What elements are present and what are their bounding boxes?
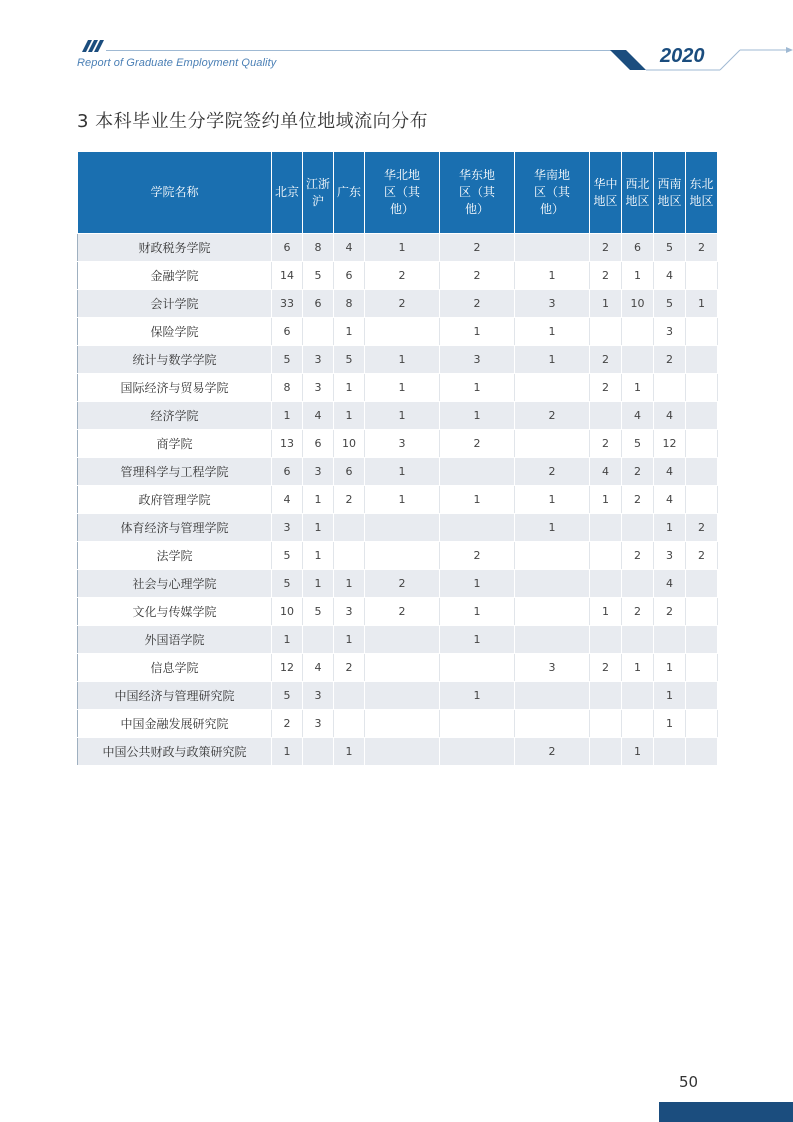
- count-cell: 1: [365, 486, 440, 514]
- count-cell: 1: [515, 486, 590, 514]
- count-cell: 13: [272, 430, 303, 458]
- table-row: [78, 598, 718, 626]
- count-cell: [686, 374, 718, 402]
- count-cell: 1: [272, 738, 303, 766]
- count-cell: 1: [654, 710, 686, 738]
- count-cell: 3: [272, 514, 303, 542]
- header-rule: [106, 50, 618, 51]
- count-cell: 1: [440, 682, 515, 710]
- count-cell: [515, 374, 590, 402]
- count-cell: 5: [654, 290, 686, 318]
- col-header-guangdong: 广东: [334, 152, 365, 234]
- count-cell: 1: [590, 486, 622, 514]
- col-header-central: 华中地区: [590, 152, 622, 234]
- count-cell: [654, 374, 686, 402]
- table-row: [78, 402, 718, 430]
- count-cell: 1: [365, 458, 440, 486]
- count-cell: 1: [622, 738, 654, 766]
- count-cell: [686, 262, 718, 290]
- table-row: [78, 514, 718, 542]
- count-cell: 5: [622, 430, 654, 458]
- count-cell: [590, 626, 622, 654]
- college-name-cell: 中国经济与管理研究院: [78, 682, 272, 710]
- count-cell: 2: [365, 598, 440, 626]
- count-cell: 4: [654, 402, 686, 430]
- count-cell: 1: [365, 402, 440, 430]
- count-cell: [440, 738, 515, 766]
- col-header-east-other: 华东地区（其他）: [440, 152, 515, 234]
- count-cell: 2: [515, 458, 590, 486]
- count-cell: 2: [334, 486, 365, 514]
- table-row: [78, 374, 718, 402]
- count-cell: 1: [440, 486, 515, 514]
- count-cell: 1: [334, 626, 365, 654]
- count-cell: [654, 738, 686, 766]
- count-cell: [686, 402, 718, 430]
- count-cell: 2: [686, 234, 718, 262]
- count-cell: 10: [622, 290, 654, 318]
- count-cell: 12: [654, 430, 686, 458]
- count-cell: 2: [440, 262, 515, 290]
- col-header-southwest: 西南地区: [654, 152, 686, 234]
- count-cell: 6: [334, 262, 365, 290]
- count-cell: 1: [622, 262, 654, 290]
- count-cell: 2: [440, 290, 515, 318]
- count-cell: 2: [686, 514, 718, 542]
- count-cell: 6: [272, 458, 303, 486]
- college-name-cell: 经济学院: [78, 402, 272, 430]
- count-cell: 2: [590, 234, 622, 262]
- count-cell: 2: [590, 346, 622, 374]
- count-cell: 1: [365, 346, 440, 374]
- count-cell: 1: [654, 654, 686, 682]
- count-cell: 6: [303, 290, 334, 318]
- table-row: [78, 262, 718, 290]
- count-cell: [515, 234, 590, 262]
- col-header-jiangzhehu: 江浙沪: [303, 152, 334, 234]
- table-row: [78, 682, 718, 710]
- college-name-cell: 体育经济与管理学院: [78, 514, 272, 542]
- count-cell: 33: [272, 290, 303, 318]
- count-cell: 1: [440, 374, 515, 402]
- count-cell: [622, 514, 654, 542]
- count-cell: [686, 570, 718, 598]
- count-cell: 2: [272, 710, 303, 738]
- count-cell: 2: [515, 402, 590, 430]
- count-cell: 4: [272, 486, 303, 514]
- count-cell: [440, 710, 515, 738]
- count-cell: 1: [515, 318, 590, 346]
- count-cell: [303, 318, 334, 346]
- count-cell: [622, 318, 654, 346]
- count-cell: 1: [654, 682, 686, 710]
- count-cell: 3: [440, 346, 515, 374]
- count-cell: [515, 710, 590, 738]
- count-cell: 2: [515, 738, 590, 766]
- count-cell: [334, 514, 365, 542]
- table-row: [78, 542, 718, 570]
- college-name-cell: 文化与传媒学院: [78, 598, 272, 626]
- count-cell: [365, 514, 440, 542]
- count-cell: [334, 710, 365, 738]
- count-cell: [686, 626, 718, 654]
- count-cell: 1: [515, 346, 590, 374]
- count-cell: 1: [334, 402, 365, 430]
- count-cell: 6: [303, 430, 334, 458]
- count-cell: 1: [686, 290, 718, 318]
- count-cell: [686, 430, 718, 458]
- count-cell: [686, 318, 718, 346]
- count-cell: [303, 626, 334, 654]
- college-name-cell: 法学院: [78, 542, 272, 570]
- region-flow-table: [77, 151, 718, 766]
- count-cell: 1: [590, 598, 622, 626]
- count-cell: 1: [515, 514, 590, 542]
- count-cell: 5: [654, 234, 686, 262]
- count-cell: 2: [440, 542, 515, 570]
- count-cell: [590, 542, 622, 570]
- header-subtitle: Report of Graduate Employment Quality: [77, 57, 277, 69]
- count-cell: 1: [334, 570, 365, 598]
- count-cell: [590, 570, 622, 598]
- count-cell: 1: [303, 486, 334, 514]
- count-cell: [365, 738, 440, 766]
- count-cell: [365, 626, 440, 654]
- count-cell: 2: [590, 374, 622, 402]
- college-name-cell: 金融学院: [78, 262, 272, 290]
- college-name-cell: 中国金融发展研究院: [78, 710, 272, 738]
- count-cell: 1: [440, 626, 515, 654]
- col-header-northwest: 西北地区: [622, 152, 654, 234]
- count-cell: 5: [272, 682, 303, 710]
- count-cell: 3: [654, 542, 686, 570]
- count-cell: 2: [590, 654, 622, 682]
- count-cell: [515, 542, 590, 570]
- count-cell: [334, 682, 365, 710]
- count-cell: [515, 430, 590, 458]
- college-name-cell: 国际经济与贸易学院: [78, 374, 272, 402]
- count-cell: 8: [303, 234, 334, 262]
- count-cell: 1: [365, 234, 440, 262]
- count-cell: 2: [590, 262, 622, 290]
- count-cell: 4: [622, 402, 654, 430]
- count-cell: 1: [334, 374, 365, 402]
- count-cell: 4: [654, 486, 686, 514]
- college-name-cell: 统计与数学学院: [78, 346, 272, 374]
- table-row: [78, 654, 718, 682]
- count-cell: 10: [334, 430, 365, 458]
- college-name-cell: 信息学院: [78, 654, 272, 682]
- count-cell: 8: [334, 290, 365, 318]
- count-cell: [515, 682, 590, 710]
- count-cell: 2: [622, 486, 654, 514]
- count-cell: [590, 402, 622, 430]
- count-cell: 3: [515, 290, 590, 318]
- count-cell: [365, 318, 440, 346]
- count-cell: 4: [334, 234, 365, 262]
- table-row: [78, 626, 718, 654]
- count-cell: [686, 682, 718, 710]
- count-cell: [686, 458, 718, 486]
- count-cell: 1: [622, 654, 654, 682]
- count-cell: 3: [303, 458, 334, 486]
- college-name-cell: 社会与心理学院: [78, 570, 272, 598]
- count-cell: 1: [440, 402, 515, 430]
- count-cell: 1: [303, 514, 334, 542]
- count-cell: 1: [272, 626, 303, 654]
- count-cell: [686, 486, 718, 514]
- count-cell: 1: [303, 542, 334, 570]
- count-cell: 6: [622, 234, 654, 262]
- count-cell: [622, 682, 654, 710]
- page-number: 50: [679, 1073, 699, 1091]
- count-cell: [590, 318, 622, 346]
- count-cell: 1: [440, 598, 515, 626]
- col-header-beijing: 北京: [272, 152, 303, 234]
- table-row: [78, 710, 718, 738]
- count-cell: 1: [334, 318, 365, 346]
- count-cell: 1: [440, 570, 515, 598]
- count-cell: [622, 710, 654, 738]
- count-cell: 2: [365, 262, 440, 290]
- count-cell: 12: [272, 654, 303, 682]
- footer-bar: [659, 1102, 793, 1122]
- header-year: 2020: [660, 45, 705, 67]
- count-cell: 3: [515, 654, 590, 682]
- count-cell: 1: [303, 570, 334, 598]
- count-cell: 5: [303, 598, 334, 626]
- count-cell: 4: [654, 262, 686, 290]
- header-slash-decoration: [77, 40, 107, 52]
- table-row: [78, 430, 718, 458]
- count-cell: 1: [365, 374, 440, 402]
- count-cell: 5: [303, 262, 334, 290]
- count-cell: 5: [272, 570, 303, 598]
- count-cell: 10: [272, 598, 303, 626]
- count-cell: 1: [272, 402, 303, 430]
- count-cell: [590, 710, 622, 738]
- count-cell: [590, 682, 622, 710]
- college-name-cell: 政府管理学院: [78, 486, 272, 514]
- count-cell: 6: [334, 458, 365, 486]
- table-header-row: [78, 152, 718, 234]
- count-cell: 3: [303, 710, 334, 738]
- college-name-cell: 商学院: [78, 430, 272, 458]
- count-cell: 2: [334, 654, 365, 682]
- count-cell: 5: [272, 542, 303, 570]
- count-cell: 1: [334, 738, 365, 766]
- count-cell: [365, 542, 440, 570]
- count-cell: 5: [334, 346, 365, 374]
- count-cell: 3: [334, 598, 365, 626]
- count-cell: 3: [303, 682, 334, 710]
- count-cell: 1: [622, 374, 654, 402]
- count-cell: 2: [365, 290, 440, 318]
- count-cell: [686, 654, 718, 682]
- count-cell: 14: [272, 262, 303, 290]
- table-row: [78, 346, 718, 374]
- col-header-north-other: 华北地区（其他）: [365, 152, 440, 234]
- count-cell: [686, 738, 718, 766]
- college-name-cell: 中国公共财政与政策研究院: [78, 738, 272, 766]
- table-row: [78, 458, 718, 486]
- count-cell: 2: [622, 458, 654, 486]
- count-cell: [654, 626, 686, 654]
- count-cell: 2: [622, 542, 654, 570]
- table-row: [78, 738, 718, 766]
- count-cell: [303, 738, 334, 766]
- count-cell: [622, 626, 654, 654]
- count-cell: [515, 626, 590, 654]
- college-name-cell: 保险学院: [78, 318, 272, 346]
- count-cell: 6: [272, 234, 303, 262]
- count-cell: 2: [440, 430, 515, 458]
- count-cell: 2: [654, 598, 686, 626]
- count-cell: 4: [303, 402, 334, 430]
- count-cell: [686, 710, 718, 738]
- count-cell: 5: [272, 346, 303, 374]
- count-cell: [590, 738, 622, 766]
- count-cell: [365, 710, 440, 738]
- count-cell: 3: [654, 318, 686, 346]
- count-cell: 4: [590, 458, 622, 486]
- count-cell: 1: [515, 262, 590, 290]
- count-cell: [590, 514, 622, 542]
- count-cell: 3: [365, 430, 440, 458]
- count-cell: 3: [303, 374, 334, 402]
- count-cell: 2: [622, 598, 654, 626]
- college-name-cell: 外国语学院: [78, 626, 272, 654]
- col-header-college: 学院名称: [78, 152, 272, 234]
- count-cell: [365, 682, 440, 710]
- count-cell: 1: [440, 318, 515, 346]
- table-row: [78, 234, 718, 262]
- college-name-cell: 财政税务学院: [78, 234, 272, 262]
- count-cell: 3: [303, 346, 334, 374]
- count-cell: 2: [365, 570, 440, 598]
- count-cell: 1: [590, 290, 622, 318]
- count-cell: [440, 458, 515, 486]
- count-cell: 4: [303, 654, 334, 682]
- count-cell: [686, 346, 718, 374]
- count-cell: [515, 570, 590, 598]
- count-cell: [365, 654, 440, 682]
- table-row: [78, 486, 718, 514]
- count-cell: [622, 346, 654, 374]
- section-title: 3 本科毕业生分学院签约单位地域流向分布: [77, 111, 429, 132]
- table-row: [78, 318, 718, 346]
- count-cell: 1: [654, 514, 686, 542]
- count-cell: 6: [272, 318, 303, 346]
- count-cell: 4: [654, 570, 686, 598]
- col-header-south-other: 华南地区（其他）: [515, 152, 590, 234]
- count-cell: 2: [654, 346, 686, 374]
- table-row: [78, 290, 718, 318]
- table-row: [78, 570, 718, 598]
- count-cell: [686, 598, 718, 626]
- college-name-cell: 会计学院: [78, 290, 272, 318]
- col-header-northeast: 东北地区: [686, 152, 718, 234]
- count-cell: [622, 570, 654, 598]
- count-cell: 4: [654, 458, 686, 486]
- count-cell: 2: [440, 234, 515, 262]
- count-cell: 8: [272, 374, 303, 402]
- count-cell: [440, 654, 515, 682]
- count-cell: 2: [590, 430, 622, 458]
- count-cell: [515, 598, 590, 626]
- count-cell: [334, 542, 365, 570]
- count-cell: 2: [686, 542, 718, 570]
- college-name-cell: 管理科学与工程学院: [78, 458, 272, 486]
- count-cell: [440, 514, 515, 542]
